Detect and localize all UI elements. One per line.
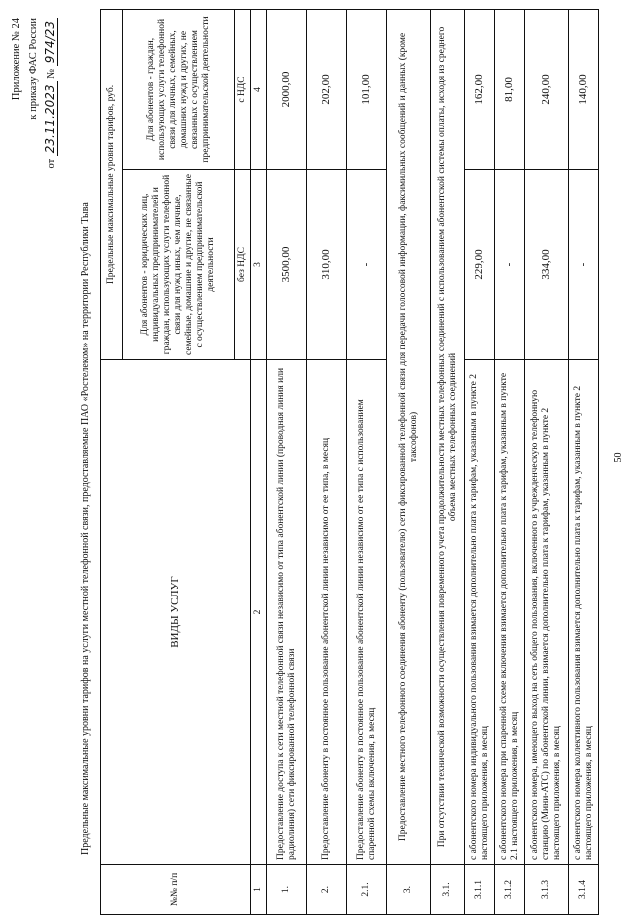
index-cell: 4: [251, 10, 267, 170]
legal-tariff: 310,00: [307, 170, 347, 360]
legal-tariff: -: [569, 170, 599, 360]
annex-line-2: к приказу ФАС России: [28, 18, 39, 120]
col-number-header: №№ п/п: [101, 865, 251, 915]
page-number: 50: [613, 452, 624, 463]
row-number: 1.: [267, 865, 307, 915]
legal-tariff: -: [347, 170, 387, 360]
col-legal-header: Для абонентов - юридических лиц, индивидуальных предпринимателей и граждан, использующих услуги телефонной связи для нужд иных, чем личные, семейные, домашние и другие, не связанные с осуществлением предпринимательской деятельности: [123, 170, 235, 360]
individual-tariff: 140,00: [569, 10, 599, 170]
index-cell: 2: [251, 360, 267, 865]
table-row: [495, 10, 525, 915]
row-number: 3.1.: [431, 865, 465, 915]
handwritten-date: 23.11.2023: [43, 82, 58, 157]
table-row: [307, 10, 347, 915]
individual-tariff: 202,00: [307, 10, 347, 170]
table-row: [267, 10, 307, 915]
col-individual-header: Для абонентов - граждан, использующих услуги телефонной связи для личных, семейных, домашних нужд и других, не связанных с осуществлением предпринимательской деятельности: [123, 10, 235, 170]
row-number: 3.1.3: [525, 865, 569, 915]
individual-tariff: 2000,00: [267, 10, 307, 170]
date-prefix: от: [46, 158, 57, 169]
row-number: 3.1.1: [465, 865, 495, 915]
service-description: Предоставление абоненту в постоянное пользование абонентской линии независимо от ее типа, в месяц: [307, 360, 347, 865]
table-row: [465, 10, 495, 915]
table-row: [347, 10, 387, 915]
tariff-table: [100, 9, 599, 915]
col-service-header: ВИДЫ УСЛУГ: [101, 360, 251, 865]
vat-included-label: с НДС: [235, 10, 251, 170]
levels-header: Предельные максимальные уровни тарифов, руб.: [101, 10, 123, 360]
table-row: [525, 10, 569, 915]
individual-tariff: 240,00: [525, 10, 569, 170]
section-heading: При отсутствии технической возможности осуществления повременного учета продолжительности местных телефонных соединений с использованием абонентской системы оплаты, исходя из среднего объема местных телефонных соединений: [431, 10, 465, 865]
service-description: с абонентского номера индивидуального пользования взимается дополнительно плата к тарифам, указанным в пункте 2 настоящего приложения, в месяц: [465, 360, 495, 865]
annex-header: [8, 18, 60, 278]
table-row: [387, 10, 431, 915]
vat-excluded-label: без НДС: [235, 170, 251, 360]
legal-tariff: 3500,00: [267, 170, 307, 360]
index-cell: 1: [251, 865, 267, 915]
legal-tariff: 334,00: [525, 170, 569, 360]
service-description: с абонентского номера, имеющего выход на сеть общего пользования, включенного в учрежденческую телефонную станцию (Мини-АТС) по абонентской линии, взимается дополнительно плата к тарифам, указанным в пункте 2 настоящего приложения, в месяц: [525, 360, 569, 865]
row-number: 3.: [387, 865, 431, 915]
individual-tariff: 101,00: [347, 10, 387, 170]
index-cell: 3: [251, 170, 267, 360]
legal-tariff: -: [495, 170, 525, 360]
annex-line-1: Приложение № 24: [11, 18, 22, 101]
legal-tariff: 229,00: [465, 170, 495, 360]
row-number: 2.1.: [347, 865, 387, 915]
document-title: Предельные максимальные уровни тарифов на услуги местной телефонной связи, предоставляемые ПАО «Ростелеком» на территории Республики Тыва: [80, 202, 91, 855]
row-number: 3.1.2: [495, 865, 525, 915]
service-description: Предоставление абоненту в постоянное пользование абонентской линии независимо от ее типа с использованием спаренной схемы включения, в месяц: [347, 360, 387, 865]
individual-tariff: 162,00: [465, 10, 495, 170]
service-description: с абонентского номера коллективного пользования взимается дополнительно плата к тарифам, указанным в пункте 2 настоящего приложения, в месяц: [569, 360, 599, 865]
annex-date-line: [42, 18, 60, 278]
number-prefix: №: [46, 68, 57, 79]
individual-tariff: 81,00: [495, 10, 525, 170]
row-number: 2.: [307, 865, 347, 915]
row-number: 3.1.4: [569, 865, 599, 915]
section-heading: Предоставление местного телефонного соединения абоненту (пользователю) сети фиксированной телефонной связи для передачи голосовой информации, факсимильных сообщений и данных (кроме таксофонов): [387, 10, 431, 865]
handwritten-number: 974/23: [43, 18, 58, 66]
service-description: Предоставление доступа к сети местной телефонной связи независимо от типа абонентской линии (проводная линия или радиолиния) сети фиксированной телефонной связи: [267, 360, 307, 865]
table-row: [431, 10, 465, 915]
service-description: с абонентского номера при спаренной схеме включения взимается дополнительно плата к тарифам, указанным в пункте 2.1 настоящего приложения, в месяц: [495, 360, 525, 865]
table-row: [569, 10, 599, 915]
